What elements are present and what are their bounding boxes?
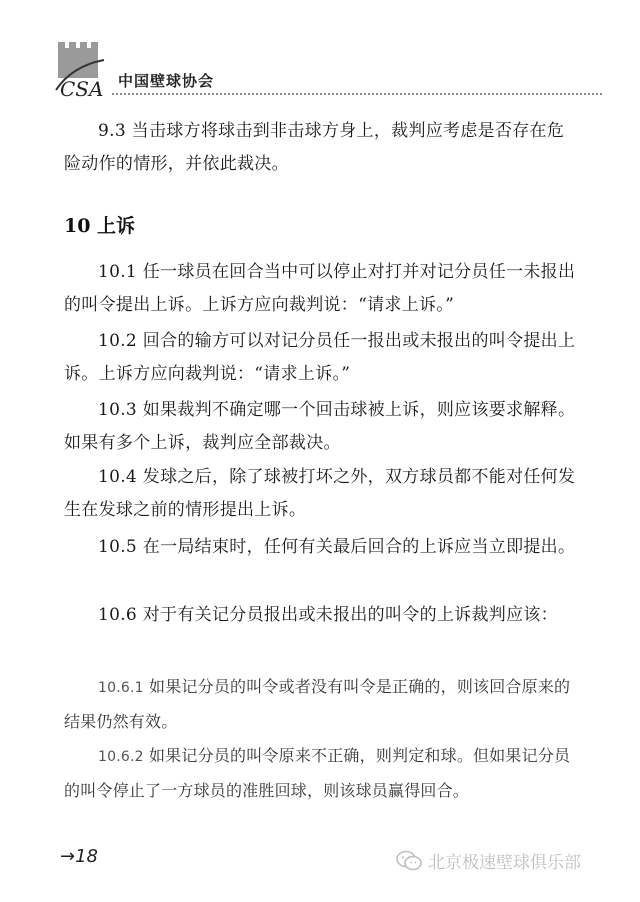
paragraph-number: 9.3 [98, 121, 126, 141]
paragraph-number: 10.6.2 [98, 749, 144, 765]
logo-text: CSA [60, 77, 104, 100]
paragraph-number: 10.6.1 [98, 680, 144, 696]
paragraph-10-6 [64, 599, 580, 632]
paragraph-10-3 [64, 394, 580, 460]
paragraph-text: 对于有关记分员报出或未报出的叫令的上诉裁判应该： [142, 605, 558, 625]
watermark [396, 848, 581, 873]
paragraph-10-6-1 [64, 670, 580, 738]
paragraph-number: 10.6 [98, 605, 138, 625]
header-divider [112, 93, 602, 95]
paragraph-text: 发球之后，除了球被打坏之外，双方球员都不能对任何发生在发球之前的情形提出上诉。 [64, 467, 576, 520]
paragraph-10-2 [64, 325, 580, 391]
paragraph-text: 如果裁判不确定哪一个回击球被上诉，则应该要求解释。如果有多个上诉，裁判应全部裁决。 [64, 400, 576, 453]
paragraph-text: 任一球员在回合当中可以停止对打并对记分员任一未报出的叫令提出上诉。上诉方应向裁判说：“请求上诉。” [64, 262, 576, 315]
paragraph-number: 10.5 [98, 537, 138, 557]
paragraph-number: 10.3 [98, 400, 138, 420]
paragraph-10-1 [64, 256, 580, 322]
section-heading: 10 上诉 [64, 215, 136, 237]
paragraph-text: 如果记分员的叫令或者没有叫令是正确的，则该回合原来的结果仍然有效。 [64, 677, 571, 731]
paragraph-text: 回合的输方可以对记分员任一报出或未报出的叫令提出上诉。上诉方应向裁判说：“请求上诉。” [64, 331, 576, 384]
paragraph-10-6-2 [64, 739, 580, 807]
paragraph-10-5 [64, 531, 580, 564]
paragraph-text: 如果记分员的叫令原来不正确，则判定和球。但如果记分员的叫令停止了一方球员的准胜回球，则该球员赢得回合。 [64, 746, 571, 800]
paragraph-number: 10.1 [98, 262, 138, 282]
page-number: →18 [60, 846, 98, 867]
csa-logo [52, 40, 114, 100]
org-name: 中国壁球协会 [118, 72, 215, 90]
paragraph-9-3 [64, 115, 580, 181]
paragraph-10-4 [64, 461, 580, 527]
paragraph-text: 当击球方将球击到非击球方身上，裁判应考虑是否存在危险动作的情形，并依此裁决。 [64, 121, 565, 174]
paragraph-text: 在一局结束时，任何有关最后回合的上诉应当立即提出。 [142, 537, 576, 557]
paragraph-number: 10.2 [98, 331, 138, 351]
watermark-text: 北京极速壁球俱乐部 [428, 853, 581, 873]
paragraph-number: 10.4 [98, 467, 138, 487]
wechat-icon [396, 850, 422, 872]
